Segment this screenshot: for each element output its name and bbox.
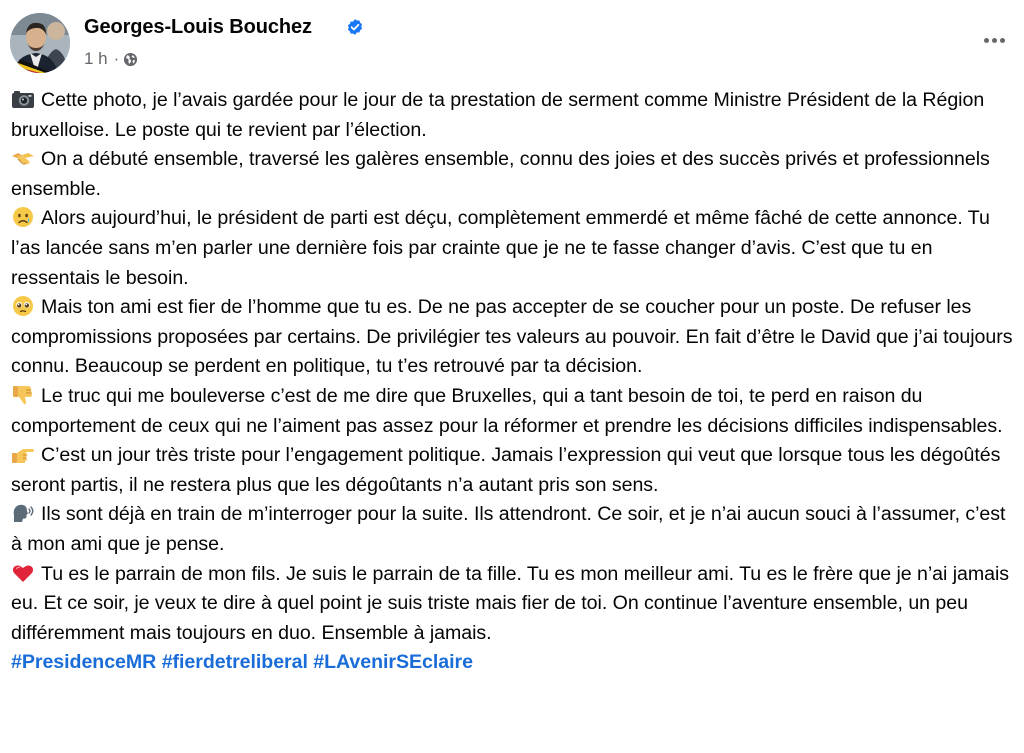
paragraph-text: Cette photo, je l’avais gardée pour le jour de ta prestation de serment comme Ministre Président de la Région bruxelloise. Le poste qui te revient par l’élection. bbox=[11, 89, 985, 141]
red-heart-emoji-icon bbox=[11, 562, 35, 584]
more-options-icon bbox=[984, 38, 989, 43]
globe-icon[interactable] bbox=[123, 52, 138, 67]
paragraph-text: Tu es le parrain de mon fils. Je suis le parrain de ta fille. Tu es mon meilleur ami. Tu es le frère que je n’ai jamais eu. Et ce soir, je veux te dire à quel point je suis triste mais fier de toi. On continue l’aventure ensemble, un peu différemment mais toujours en duo. Ensemble à jamais. bbox=[11, 562, 1010, 644]
pointing-right-emoji-icon bbox=[11, 443, 35, 465]
paragraph-text: Le truc qui me bouleverse c’est de me dire que Bruxelles, qui a tant besoin de toi, te perd en raison du comportement de ceux qui ne l’aiment pas assez pour la réformer et prendre les décisions difficiles indispensables. bbox=[11, 384, 1003, 437]
post-timestamp[interactable]: 1 h bbox=[84, 49, 108, 68]
paragraph-text: Ils sont déjà en train de m’interroger pour la suite. Ils attendront. Ce soir, et je n’ai aucun souci à l’assumer, c’est à mon ami que je pense. bbox=[11, 503, 1006, 555]
post-header bbox=[0, 0, 1024, 80]
more-options-button[interactable] bbox=[978, 28, 1010, 52]
sad-face-emoji-icon bbox=[11, 206, 35, 228]
avatar-photo bbox=[10, 13, 70, 73]
more-options-icon bbox=[992, 38, 997, 43]
post-paragraph bbox=[11, 293, 1021, 382]
verified-badge-icon bbox=[346, 18, 364, 36]
post-paragraph bbox=[11, 500, 1021, 559]
paragraph-text: On a débuté ensemble, traversé les galères ensemble, connu des joies et des succès privés et professionnels ensemble. bbox=[11, 148, 990, 200]
post-paragraph bbox=[11, 441, 1021, 500]
hashtag-link[interactable]: #PresidenceMR bbox=[11, 651, 157, 674]
post-paragraph bbox=[11, 382, 1021, 441]
post-paragraph bbox=[11, 204, 1021, 293]
paragraph-text: Mais ton ami est fier de l’homme que tu es. De ne pas accepter de se coucher pour un poste. De refuser les compromissions proposées par certains. De privilégier tes valeurs au pouvoir. En fait d’être le David que j’ai toujours connu. Beaucoup se perdent en politique, tu t’es retrouvé par ta décision. bbox=[11, 296, 1013, 378]
meta-separator: · bbox=[113, 49, 120, 68]
speaking-head-emoji-icon bbox=[11, 502, 35, 524]
author-name[interactable]: Georges-Louis Bouchez bbox=[84, 16, 312, 38]
pleading-face-emoji-icon bbox=[11, 295, 35, 317]
hashtag-list bbox=[11, 648, 1021, 678]
avatar[interactable] bbox=[10, 13, 70, 73]
handshake-emoji-icon bbox=[11, 147, 35, 169]
thumbs-down-emoji-icon bbox=[11, 384, 35, 406]
paragraph-text: Alors aujourd’hui, le président de parti est déçu, complètement emmerdé et même fâché de cette annonce. Tu l’as lancée sans m’en parler une dernière fois par crainte que je ne te fasse changer d’avis. C’est que tu en ressentais le besoin. bbox=[11, 207, 990, 289]
paragraph-text: C’est un jour très triste pour l’engagement politique. Jamais l’expression qui veut que lorsque tous les dégoûtés seront partis, il ne restera plus que les dégoûtants n’a autant pris son sens. bbox=[11, 444, 1001, 496]
hashtag-link[interactable]: #LAvenirSEclaire bbox=[313, 651, 473, 674]
post-paragraph bbox=[11, 86, 1021, 145]
post-paragraph bbox=[11, 145, 1021, 204]
post-paragraph bbox=[11, 560, 1021, 649]
camera-emoji-icon bbox=[11, 88, 35, 110]
hashtag-link[interactable]: #fierdetreliberal bbox=[161, 651, 308, 674]
post-message bbox=[11, 86, 1021, 678]
post-meta bbox=[84, 49, 138, 69]
more-options-icon bbox=[1000, 38, 1005, 43]
